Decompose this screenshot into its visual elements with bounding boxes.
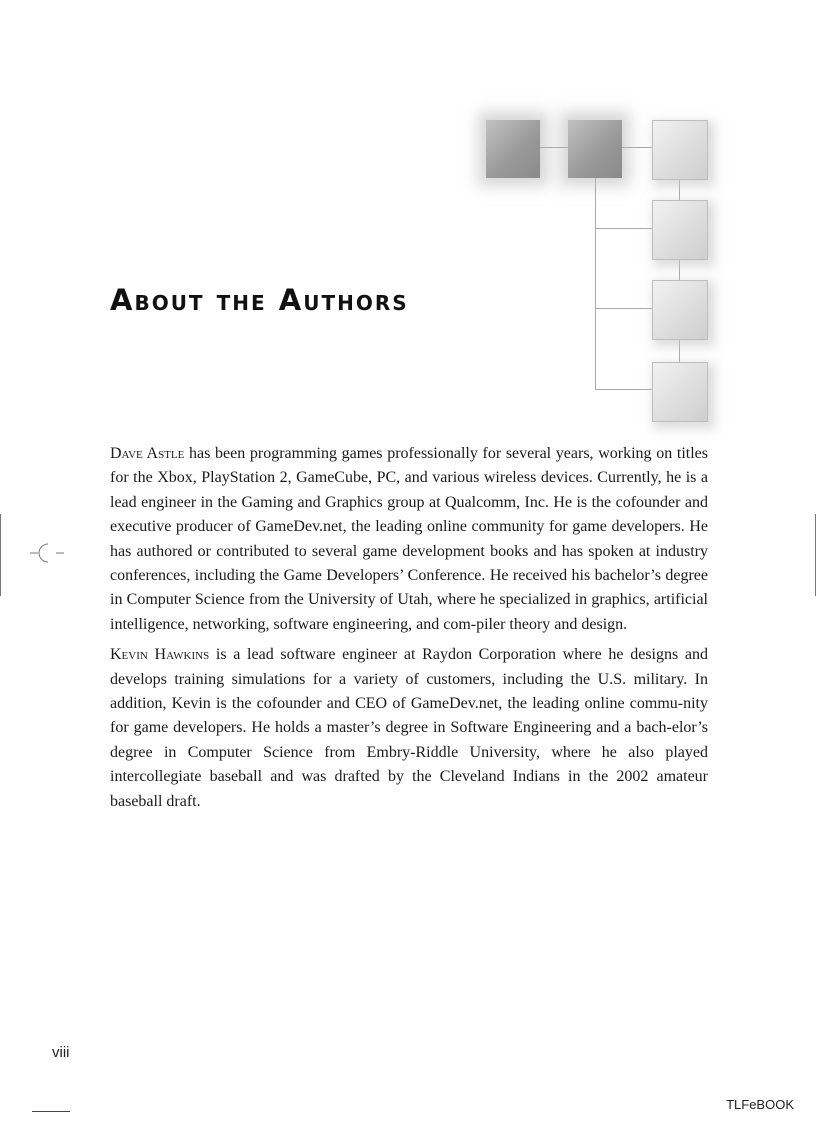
- diagram-box-dark: [568, 120, 622, 178]
- chapter-title: About the Authors: [110, 283, 409, 317]
- watermark: TLFeBOOK: [726, 1097, 794, 1112]
- connector-line: [595, 228, 653, 229]
- page-number: viii: [52, 1044, 70, 1061]
- decorative-box-diagram: [470, 108, 720, 438]
- connector-line: [595, 389, 653, 390]
- diagram-box-dark: [486, 120, 540, 178]
- diagram-box-light: [652, 362, 708, 422]
- author-bios: [110, 442, 708, 820]
- diagram-box-light: [652, 120, 708, 180]
- crop-mark: [0, 514, 1, 596]
- author-bio: is a lead software engineer at Raydon Corporation where he designs and develops training simulations for a variety of customers, including the U.S. military. In addition, Kevin is the cofounder and CEO of GameDev.net, the leading online commu-nity for game developers. He holds a master’s degree in Software Engineering and a bach-elor’s degree in Computer Science from Embry-Riddle University, where he also played intercollegiate baseball and was drafted by the Cleveland Indians in the 2002 amateur baseball draft.: [110, 646, 709, 810]
- author-bio: has been programming games professionally for several years, working on titles for the Xbox, PlayStation 2, GameCube, PC, and various wireless devices. Currently, he is a lead engineer in the Gaming and Graphics group at Qualcomm, Inc. He is the cofounder and executive producer of GameDev.net, the leading online community for game developers. He has authored or contributed to several game development books and has spoken at industry conferences, including the Game Developers’ Conference. He received his bachelor’s degree in Computer Science from the University of Utah, where he specialized in graphics, artificial intelligence, networking, software engineering, and com-piler theory and design.: [110, 445, 708, 633]
- registration-mark-icon: [28, 538, 68, 568]
- diagram-box-light: [652, 280, 708, 340]
- author-bio-paragraph: [110, 643, 708, 814]
- author-bio-paragraph: [110, 442, 708, 637]
- connector-line: [595, 308, 653, 309]
- connector-line: [595, 178, 596, 390]
- diagram-box-light: [652, 200, 708, 260]
- author-name: Kevin Hawkins: [110, 646, 210, 664]
- author-name: Dave Astle: [110, 445, 185, 462]
- footer-rule: [32, 1111, 70, 1112]
